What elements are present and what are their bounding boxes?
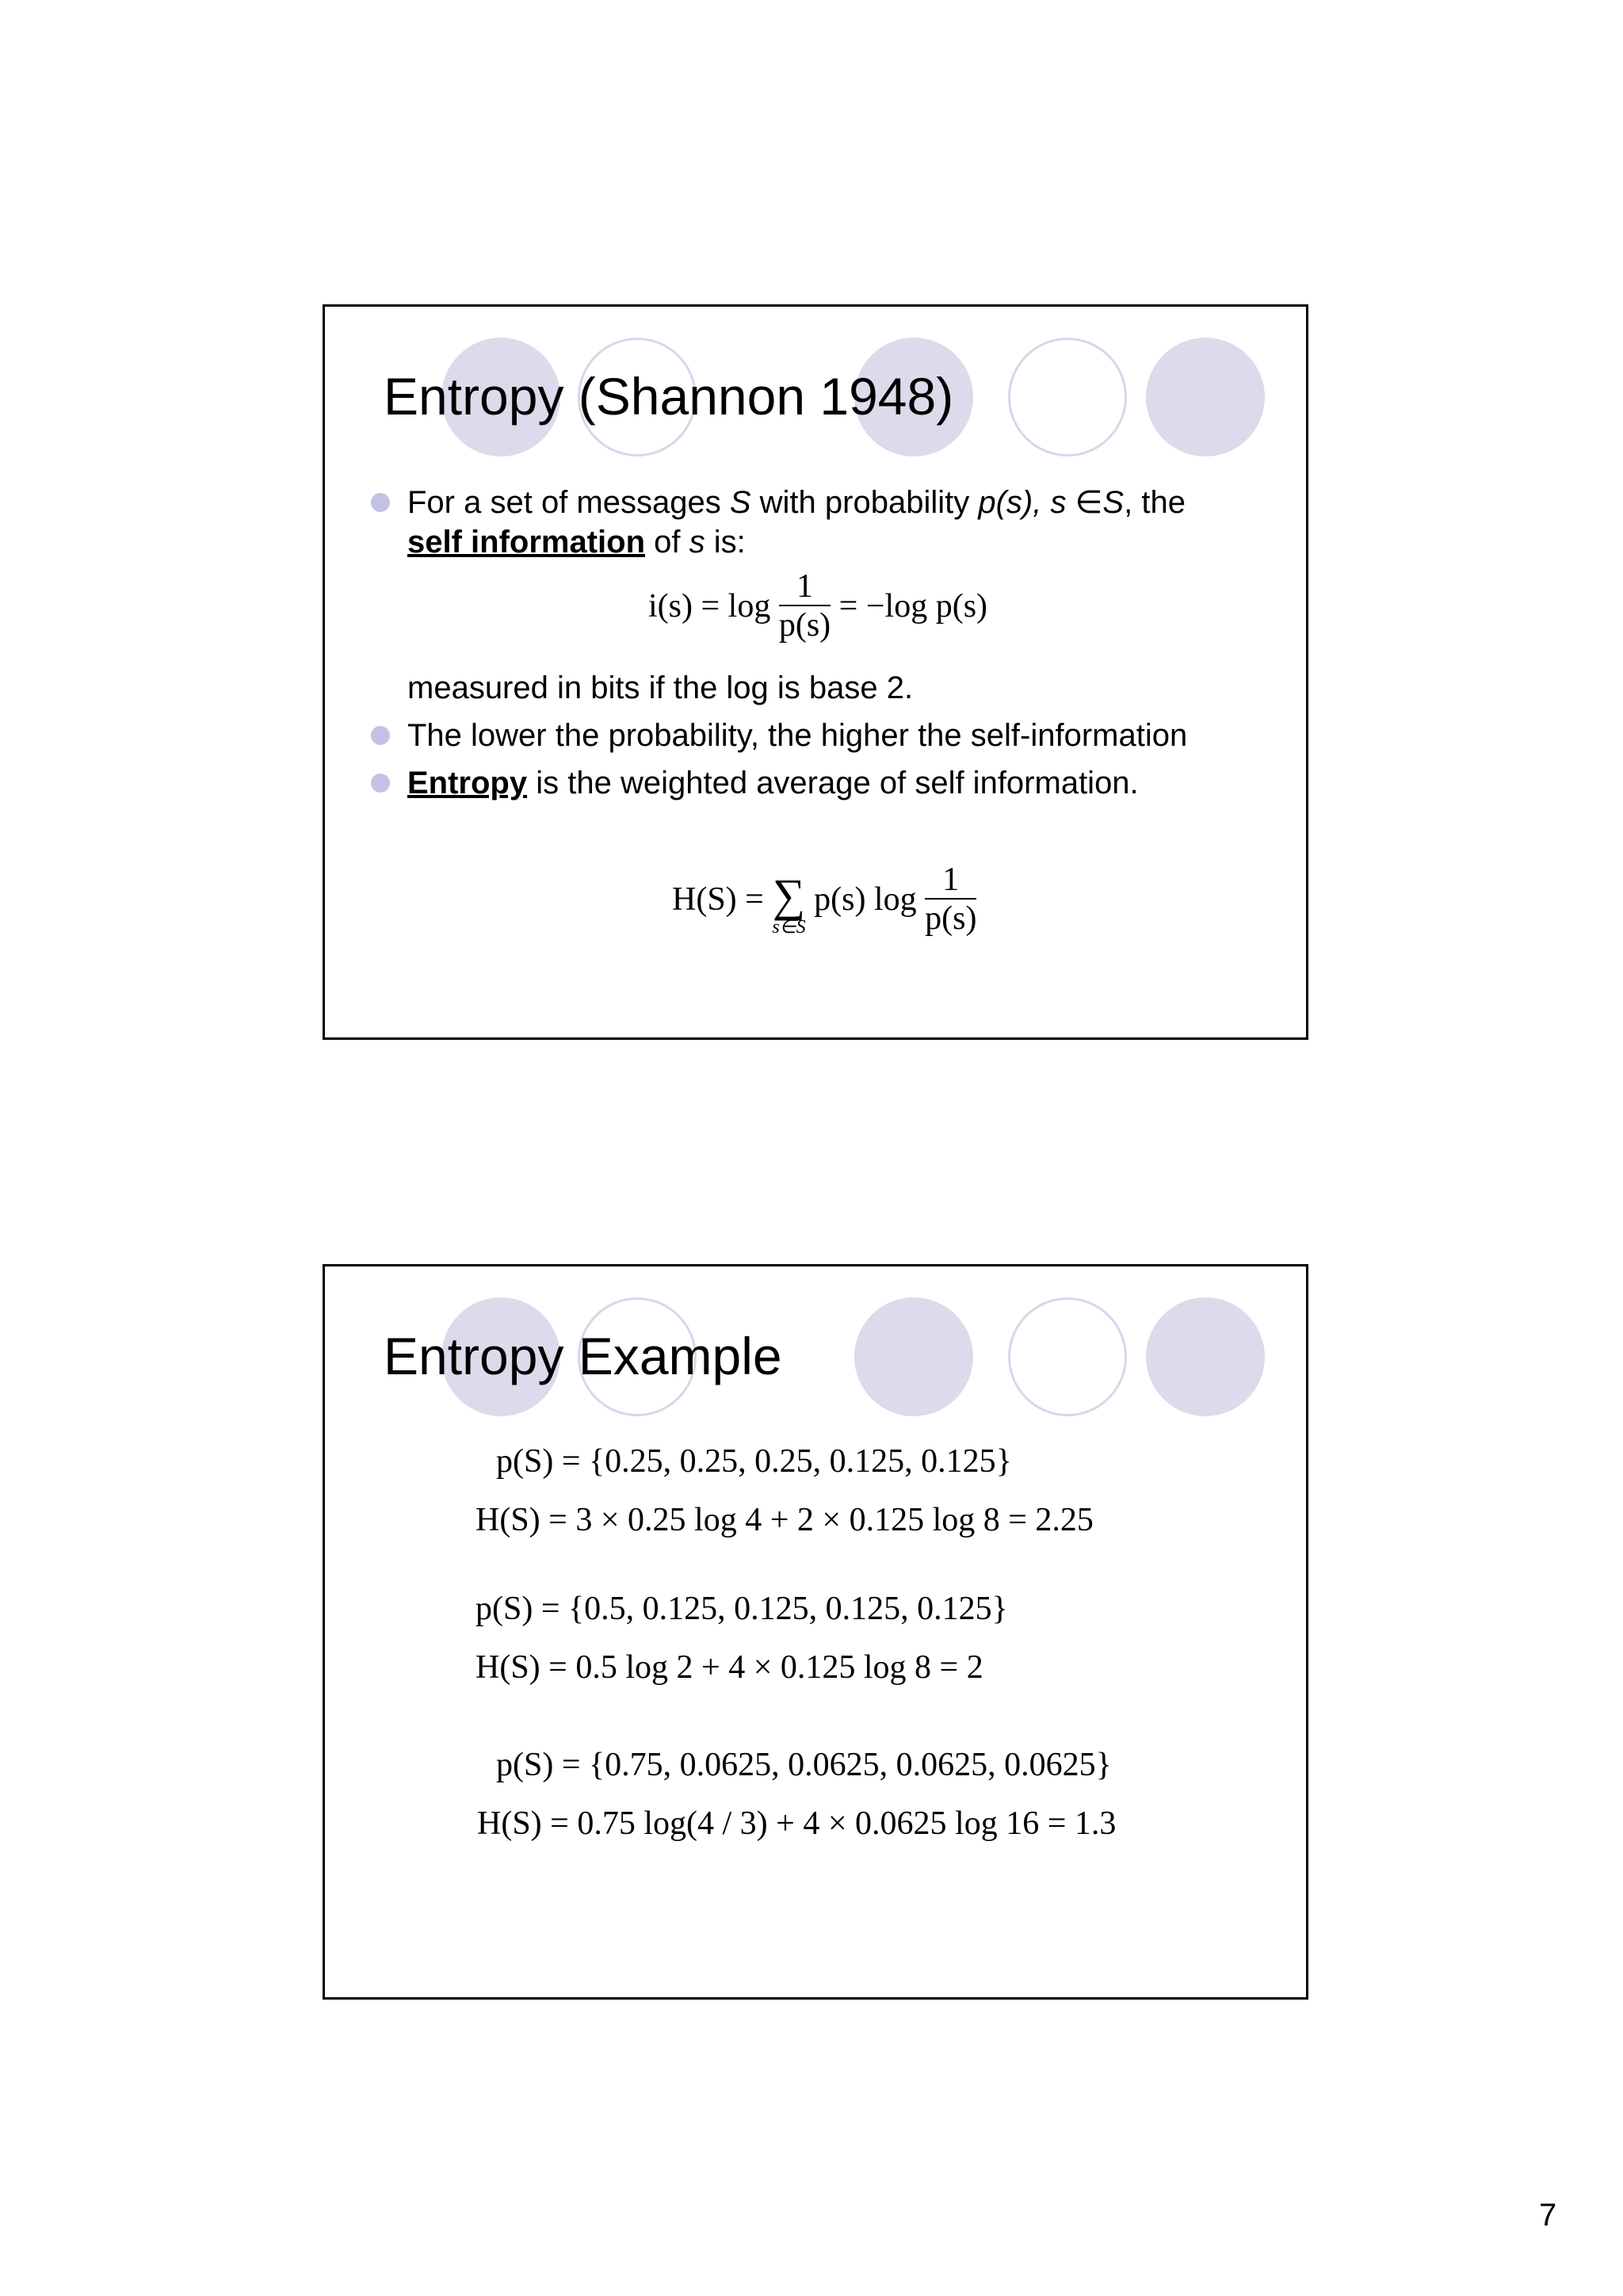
example-entropy: H(S) = 0.75 log(4 / 3) + 4 × 0.0625 log 16 = 1.3 bbox=[477, 1805, 1117, 1842]
bullet-dot bbox=[371, 726, 390, 745]
bullet-item bbox=[407, 483, 1295, 562]
slide-entropy-example bbox=[323, 1264, 1308, 2000]
fraction-denominator: p(s) bbox=[778, 607, 831, 644]
fraction-denominator: p(s) bbox=[925, 900, 977, 937]
slide-title: Entropy (Shannon 1948) bbox=[384, 367, 954, 426]
bullet-text: s bbox=[689, 525, 705, 560]
equation-part: i(s) = log bbox=[648, 588, 771, 625]
equation-part: = −log p(s) bbox=[838, 588, 988, 625]
decorative-circle-filled bbox=[854, 1297, 973, 1416]
example-entropy: H(S) = 3 × 0.25 log 4 + 2 × 0.125 log 8 = 2.25 bbox=[475, 1502, 1094, 1538]
bullet-dot bbox=[371, 774, 390, 793]
bullet-text: p(s), s bbox=[978, 485, 1067, 520]
bullet-text: ∈ bbox=[1066, 485, 1103, 520]
example-probabilities: p(S) = {0.5, 0.125, 0.125, 0.125, 0.125} bbox=[475, 1591, 1008, 1627]
bullet-text: of bbox=[645, 525, 689, 560]
example-entropy: H(S) = 0.5 log 2 + 4 × 0.125 log 8 = 2 bbox=[475, 1649, 983, 1686]
slide-title: Entropy Example bbox=[384, 1327, 782, 1385]
term-self-information: self information bbox=[407, 525, 646, 560]
bullet-text: is: bbox=[705, 525, 746, 560]
decorative-circle-outline bbox=[1008, 338, 1127, 457]
slide-entropy-shannon bbox=[323, 304, 1308, 1040]
fraction-numerator: 1 bbox=[925, 861, 976, 900]
bullet-item bbox=[407, 716, 1187, 755]
bullet-dot bbox=[371, 493, 390, 512]
equation-fraction bbox=[925, 861, 976, 938]
bullet-text: S bbox=[1102, 485, 1125, 520]
equation-part: p(s) log bbox=[814, 881, 917, 918]
bullet-text: , the bbox=[1124, 485, 1186, 520]
bullet-text: is the weighted average of self information. bbox=[527, 766, 1139, 800]
measured-text: measured in bits if the log is base 2. bbox=[407, 670, 914, 705]
bullet-item bbox=[407, 763, 1139, 803]
bullet-list bbox=[407, 483, 1295, 562]
decorative-circle-filled bbox=[1146, 1297, 1265, 1416]
fraction-numerator: 1 bbox=[779, 568, 831, 606]
equation-part: H(S) = bbox=[672, 881, 773, 918]
equation-entropy bbox=[672, 861, 976, 938]
bullet-text: S bbox=[729, 485, 751, 520]
decorative-circle-outline bbox=[1008, 1297, 1127, 1416]
equation-fraction bbox=[779, 568, 831, 644]
bullet-text: For a set of messages bbox=[407, 485, 730, 520]
page-number: 7 bbox=[1539, 2198, 1557, 2233]
bullet-text: The lower the probability, the higher the self-information bbox=[407, 718, 1188, 753]
summation bbox=[772, 869, 806, 938]
decorative-circle-filled bbox=[1146, 338, 1265, 457]
bullet-text: with probability bbox=[750, 485, 979, 520]
equation-self-information bbox=[648, 568, 987, 644]
sum-subscript: s∈S bbox=[772, 917, 806, 938]
example-probabilities: p(S) = {0.25, 0.25, 0.25, 0.125, 0.125} bbox=[496, 1443, 1012, 1480]
term-entropy: Entropy bbox=[407, 766, 528, 800]
sum-symbol: ∑ bbox=[772, 869, 806, 921]
example-probabilities: p(S) = {0.75, 0.0625, 0.0625, 0.0625, 0.0625} bbox=[496, 1747, 1112, 1783]
